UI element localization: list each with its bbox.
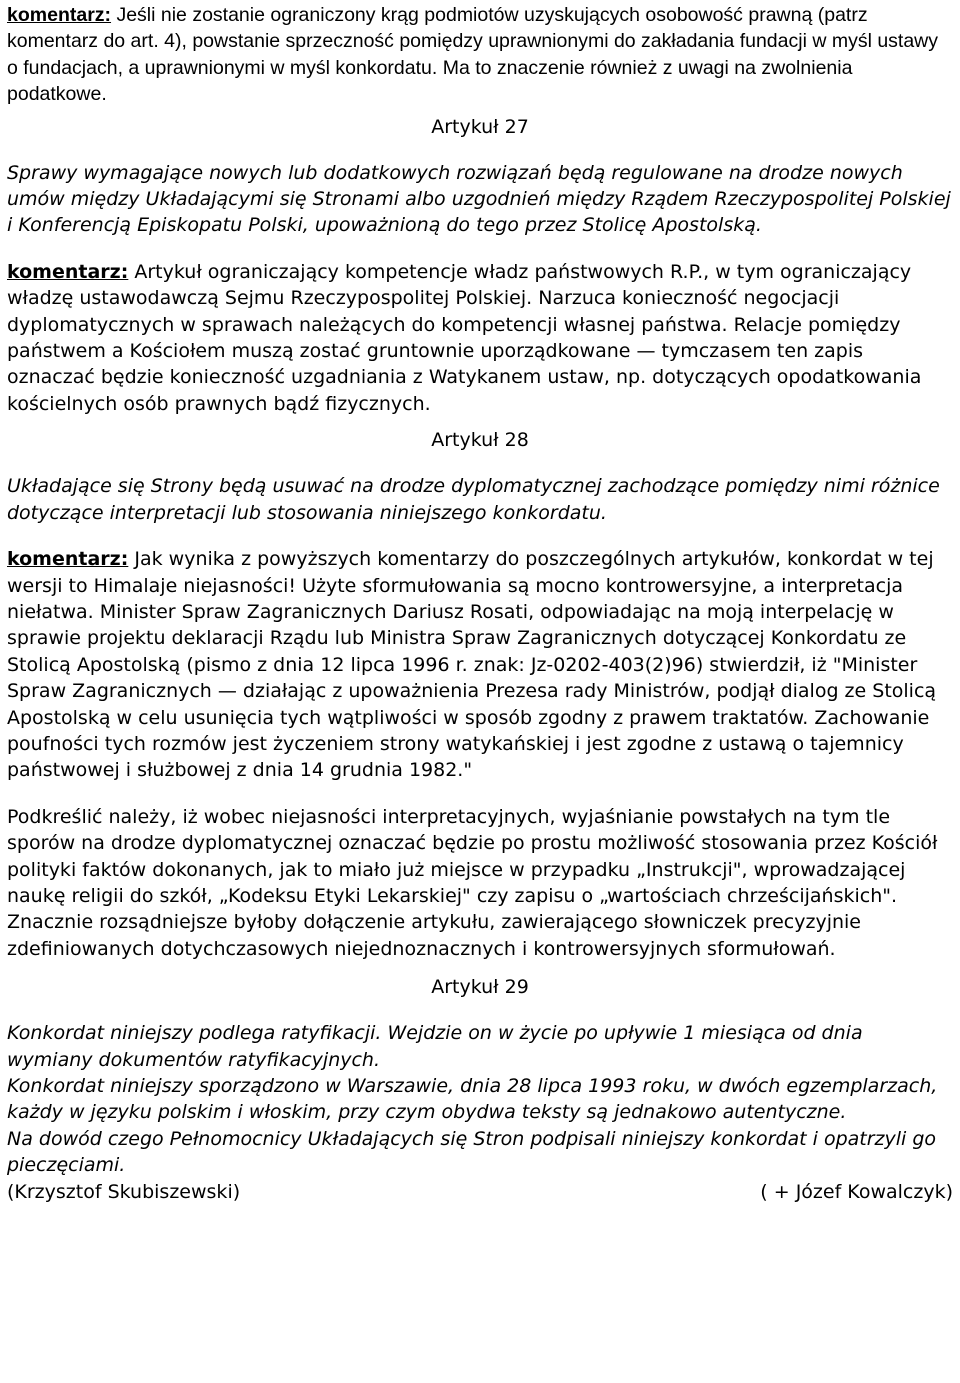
article-27-heading: Artykuł 27 bbox=[431, 115, 529, 138]
comment-text: Jeśli nie zostanie ograniczony krąg podmiotów uzyskujących osobowość prawną (patrz komentarz do art. 4), powstanie sprzeczność pomiędzy uprawnionymi do zakładania fundacji w myśl ustawy o fundacjach, a uprawnionymi w myśl konkordatu. Ma to znaczenie również z uwagi na zwolnienia podatkowe. bbox=[7, 4, 939, 106]
signatures-row bbox=[7, 1179, 953, 1205]
article-29-heading: Artykuł 29 bbox=[431, 976, 529, 999]
article-28-comment bbox=[7, 546, 953, 784]
comment-label: komentarz: bbox=[7, 548, 129, 571]
document-page bbox=[7, 0, 953, 1205]
signature-left: (Krzysztof Skubiszewski) bbox=[7, 1180, 241, 1203]
article-29-line-1: Konkordat niniejszy podlega ratyfikacji. Wejdzie on w życie po upływie 1 miesiąca od dnia wymiany dokumentów ratyfikacyjnych. bbox=[7, 1022, 863, 1071]
article-29-line-3: Na dowód czego Pełnomocnicy Układających się Stron podpisali niniejszy konkordat i opatrzyli go pieczęciami. bbox=[7, 1127, 937, 1177]
article-28-comment-paragraph-2: Podkreślić należy, iż wobec niejasności interpretacyjnych, wyjaśnianie powstałych na tym tle sporów na drodze dyplomatycznej oznaczać będzie po prostu możliwość stosowania przez Kościół polityki faktów dokonanych, jak to miało już miejsce w przypadku „Instrukcji", wprowadzającej naukę religii do szkół, „Kodeksu Etyki Lekarskiej" czy zapisu o „wartościach chrześcijańskich". Znacznie rozsądniejsze byłoby dołączenie artykułu, zawierającego słowniczek precyzyjnie zdefiniowanych dotychczasowych niejednoznacznych i kontrowersyjnych sformułowań. bbox=[7, 805, 938, 960]
comment-label: komentarz: bbox=[7, 260, 129, 283]
article-28-heading: Artykuł 28 bbox=[431, 429, 529, 452]
comment-paragraph-intro bbox=[7, 2, 953, 108]
comment-text: Jak wynika z powyższych komentarzy do poszczególnych artykułów, konkordat w tej wersji to Himalaje niejasności! Użyte sformułowania są mocno kontrowersyjne, a interpretacja niełatwa. Minister Spraw Zagranicznych Dariusz Rosati, odpowiadając na moją interpelację w sprawie projektu deklaracji Rządu lub Ministra Spraw Zagranicznych dotyczącej Konkordatu ze Stolicą Apostolską (pismo z dnia 12 lipca 1996 r. znak: Jz-0202-403(2)96) stwierdził, iż "Minister Spraw Zagranicznych — działając z upoważnienia Prezesa rady Ministrów, podjął dialog ze Stolicą Apostolską w celu usunięcia tych wątpliwości w sposób zgodny z prawem traktatów. Zachowanie poufności tych rozmów jest życzeniem strony watykańskiej i jest zgodne z ustawą o tajemnicy państwowej i służbowej z dnia 14 grudnia 1982." bbox=[7, 548, 937, 782]
article-27-text: Sprawy wymagające nowych lub dodatkowych rozwiązań będą regulowane na drodze nowych umów między Układającymi się Stronami albo uzgodnień między Rządem Rzeczypospolitej Polskiej i Konferencją Episkopatu Polski, upoważnioną do tego przez Stolicę Apostolską. bbox=[7, 161, 951, 237]
article-28-text: Układające się Strony będą usuwać na drodze dyplomatycznej zachodzące pomiędzy nimi różnice dotyczące interpretacji lub stosowania niniejszego konkordatu. bbox=[7, 475, 940, 524]
article-27-comment bbox=[7, 259, 953, 417]
article-29-line-2: Konkordat niniejszy sporządzono w Warszawie, dnia 28 lipca 1993 roku, w dwóch egzemplarzach, każdy w języku polskim i włoskim, przy czym obydwa teksty są jednakowo autentyczne. bbox=[7, 1075, 938, 1124]
comment-text: Artykuł ograniczający kompetencje władz państwowych R.P., w tym ograniczający władzę ustawodawczą Sejmu Rzeczypospolitej Polskiej. Narzuca konieczność negocjacji dyplomatycznych w sprawach należących do kompetencji własnej państwa. Relacje pomiędzy państwem a Kościołem muszą zostać gruntownie uporządkowane — tymczasem ten zapis oznaczać będzie konieczność uzgadniania z Watykanem ustaw, np. dotyczących opodatkowania kościelnych osób prawnych bądź fizycznych. bbox=[7, 260, 922, 415]
signature-right: ( + Józef Kowalczyk) bbox=[760, 1180, 953, 1203]
comment-label: komentarz: bbox=[7, 4, 112, 26]
